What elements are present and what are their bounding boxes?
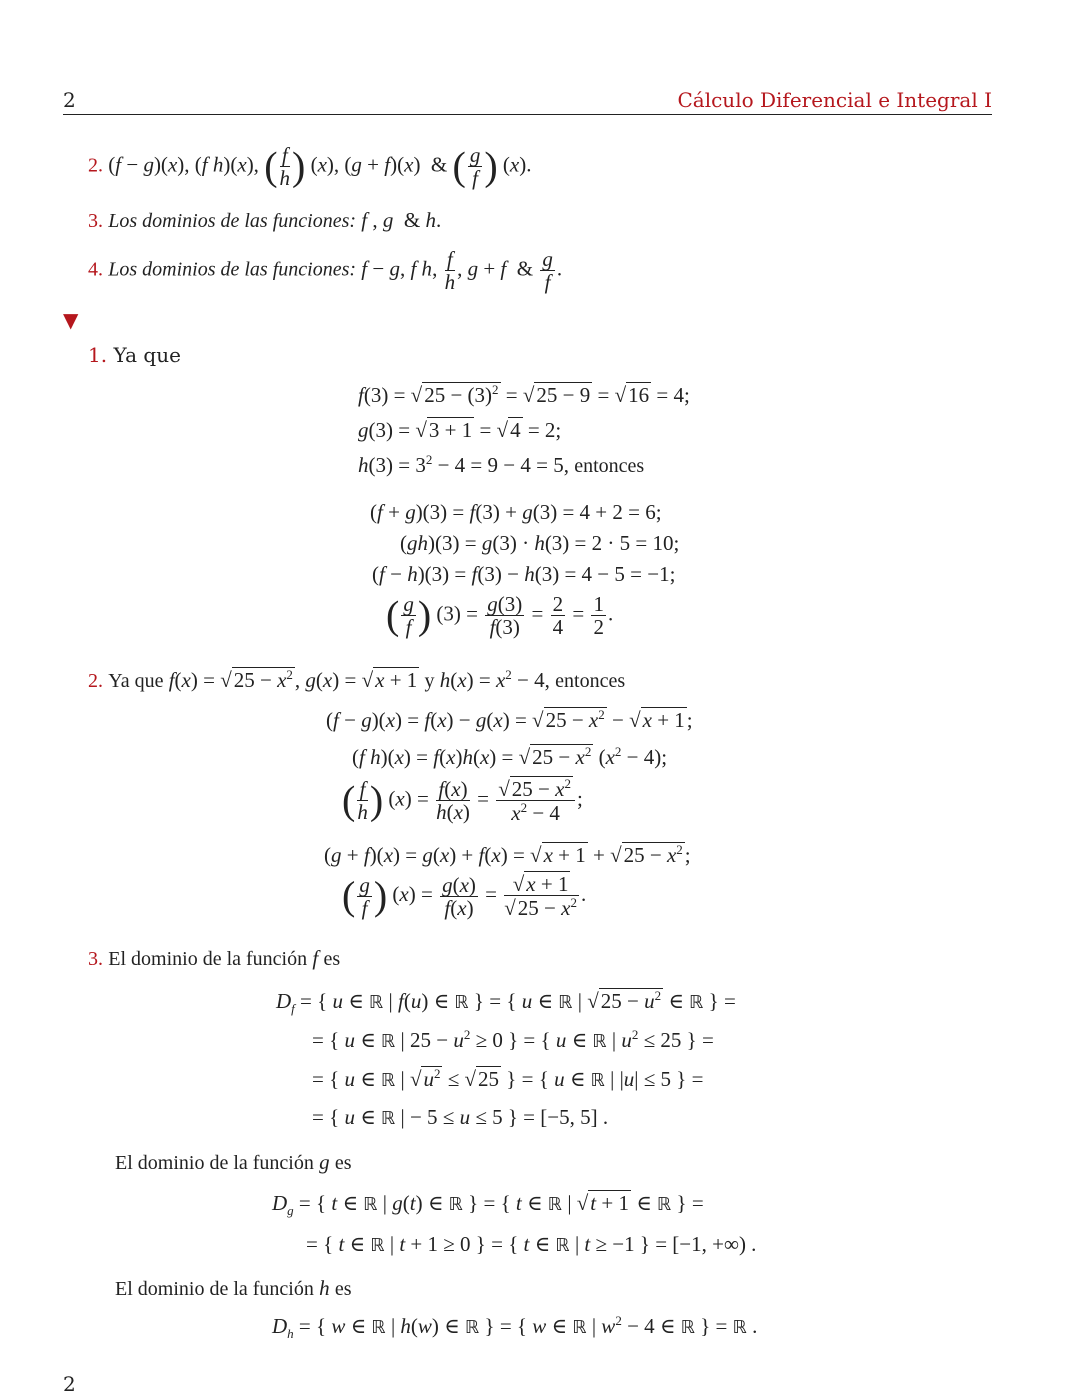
answer-2-number: 2.	[88, 670, 103, 692]
answer-3-number: 3.	[88, 948, 103, 970]
header-rule	[63, 114, 992, 115]
answer-1	[88, 343, 181, 367]
question-4-text: Los dominios de las funciones:	[108, 258, 357, 281]
question-2-number: 2.	[88, 154, 103, 177]
eq-f-plus-g: (f + g)(3) = f(3) + g(3) = 4 + 2 = 6;	[370, 500, 662, 524]
eq-g3: g(3) = √3 + 1 = √4 = 2;	[358, 418, 562, 442]
eq-dom-f-2: = { u ∈ ℝ | $25 - u^2 \ge 0$ } = { u ∈ ℝ | $u^2 \le 25$ } =	[312, 1027, 714, 1052]
answer-1-text: Ya que	[113, 343, 181, 367]
question-3: 3. Los dominios de las funciones: f , g & h.	[88, 208, 442, 232]
eq-f3: $f(3) = √25 - (3)^2 = √25 - 9 = √16 = 4$;	[358, 382, 690, 407]
eq-g-plus-f-x: $(g + f)(x) = g(x) + f(x) = √x + 1 + √25 - x^2$;	[324, 842, 691, 867]
solution-marker: ▼	[63, 308, 79, 332]
question-3-number: 3.	[88, 210, 103, 232]
answer-1-number: 1.	[88, 343, 108, 367]
eq-g-over-f-3: ( $\frac{g}{f}$ ) (3) = $\frac{g(3)}{f(3)}$ = $\frac{2}{4}$ = $\frac{1}{2}$ .	[386, 592, 614, 640]
answer-3: 3. El dominio de la función f es	[88, 946, 341, 970]
eq-dom-h: $D_h$ = { w ∈ ℝ | h(w) ∈ ℝ } = { w ∈ ℝ | $w^2 - 4$ ∈ ℝ } = ℝ .	[272, 1313, 758, 1342]
eq-fh-x: (f $h)(x) = f(x)h(x) = √25 - x^2$ $(x^2 - 4)$;	[352, 744, 668, 769]
question-2: 2. (f − g)(x), (f h)(x), ( $\frac{f}{h}$ ) (x), (g + f)(x) & ( $\frac{g}{f}$ ) (x).	[88, 143, 532, 191]
question-4: 4. Los dominios de las funciones: f − g, f h, $\frac{f}{h}$ , g + f & $\frac{g}{f}$ .	[88, 247, 563, 295]
eq-f-minus-g-x: $(f - g)(x) = f(x) - g(x) = √25 - x^2 - √x + 1$;	[326, 707, 693, 732]
eq-dom-f-4: = { u ∈ ℝ | − 5 ≤ u ≤ 5 } = [−5, 5] .	[312, 1105, 609, 1129]
eq-dom-f-1: $D_f$ = { u ∈ ℝ | f(u) ∈ ℝ } = { u ∈ ℝ | $√25 - u^2$ ∈ ℝ } =	[276, 988, 736, 1017]
eq-f-over-h-x: ( $\frac{f}{h}$ ) (x) = $\frac{f(x)}{h(x)}$ = $\frac{√25 - x^2}{x^2 - 4}$ ;	[342, 776, 583, 826]
eq-gh: (gh)(3) = g(3) · h(3) = 2 · 5 = 10;	[400, 531, 680, 555]
running-title: Cálculo Diferencial e Integral I	[677, 88, 992, 112]
footer-page-number: 2	[63, 1372, 76, 1396]
eq-dom-g-2: = { t ∈ ℝ | t + 1 ≥ 0 } = { t ∈ ℝ | t ≥ −1 } = [−1, +∞) .	[306, 1232, 757, 1256]
eq-f-minus-h: (f − h)(3) = f(3) − h(3) = 4 − 5 = −1;	[372, 562, 676, 586]
dom-g-intro: El dominio de la función g es	[115, 1150, 352, 1174]
dom-h-intro: El dominio de la función h es	[115, 1276, 352, 1300]
answer-2: 2. Ya que $f(x) = √25 - x^2$, g(x) = √x + 1 y $h(x) = x^2 - 4$, entonces	[88, 667, 626, 692]
entonces-text: entonces	[574, 455, 645, 477]
page-number: 2	[63, 88, 76, 112]
question-3-text: Los dominios de las funciones:	[108, 210, 357, 232]
question-4-number: 4.	[88, 258, 103, 281]
eq-h3: $h(3) = 3^2 - 4 = 9 - 4 = 5$, entonces	[358, 452, 645, 477]
eq-dom-g-1: $D_g$ = { t ∈ ℝ | g(t) ∈ ℝ } = { t ∈ ℝ | √t + 1 ∈ ℝ } =	[272, 1191, 704, 1219]
eq-g-over-f-x: ( $\frac{g}{f}$ ) (x) = $\frac{g(x)}{f(x)}$ = $\frac{√x + 1}{√25 - x^2}$ .	[342, 872, 587, 921]
eq-dom-f-3: = { u ∈ ℝ | $√u^2 \le √25$ } = { u ∈ ℝ | |u| ≤ 5 } =	[312, 1066, 704, 1091]
